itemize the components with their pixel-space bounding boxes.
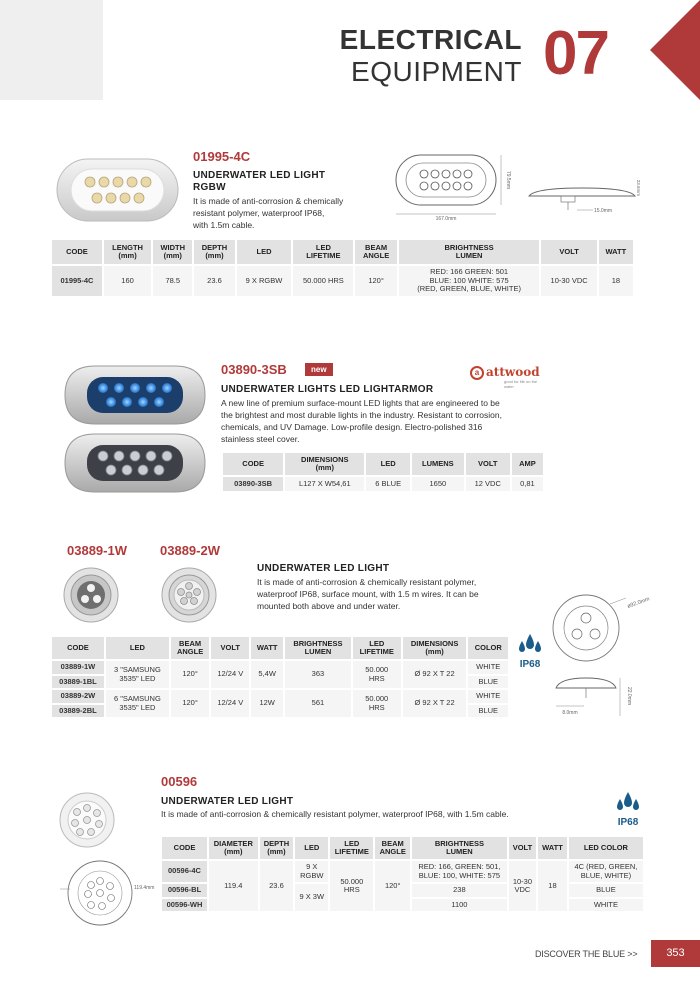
header-code: CODE — [223, 453, 283, 475]
product-title-00596: UNDERWATER LED LIGHT — [161, 796, 294, 807]
cell-code: 00596-4C — [162, 861, 207, 882]
cell-code: 00596-WH — [162, 899, 207, 912]
product-code-03890-3sb: 03890-3SB — [221, 362, 287, 377]
spec-table-03889 — [50, 635, 510, 719]
technical-drawing-03889 — [548, 590, 653, 665]
cell-volt: 12/24 V — [211, 661, 249, 688]
header-lifetime: LED LIFETIME — [330, 837, 373, 859]
dimension-height: 79.5mm — [505, 170, 511, 190]
color-line2: BLUE, WHITE) — [580, 870, 632, 880]
cell-beam: 120° — [171, 661, 209, 688]
description-line1: It is made of anti-corrosion & chemically — [193, 196, 344, 206]
cell-volt: 10-30 VDC — [541, 266, 596, 296]
table-row — [52, 266, 633, 296]
cell-led — [295, 861, 328, 882]
ip68-badge-00596 — [613, 790, 643, 828]
led-line1: 9 X — [306, 862, 318, 871]
cell-brightness: 363 — [285, 661, 351, 688]
header-brightness: BRIGHTNESS LUMEN — [399, 240, 540, 264]
table-row — [223, 477, 543, 491]
product-title-line1: UNDERWATER LED LIGHT — [193, 170, 326, 181]
description-line1: A new line of premium surface-mount LED lights that are engineered to be — [221, 398, 500, 408]
color-line1: 4C (RED, GREEN, — [574, 862, 638, 871]
product-00596-photo — [52, 790, 122, 850]
led-line2: RGBW — [300, 870, 324, 880]
attwood-mark-icon: a — [470, 366, 484, 380]
cell-watt: 5,4W — [251, 661, 283, 688]
header-led: LED — [366, 453, 410, 475]
technical-drawing-01995-4c — [388, 150, 513, 225]
cell-watt: 12W — [251, 690, 283, 717]
product-title-03890-3sb: UNDERWATER LIGHTS LED LIGHTARMOR — [221, 384, 434, 395]
cell-lifetime — [330, 861, 373, 911]
cell-code: 01995-4C — [52, 266, 102, 296]
dimension-diameter: 119.4mm — [134, 885, 155, 891]
header-code: CODE — [52, 240, 102, 264]
header-led: LED — [237, 240, 292, 264]
brightness-line3: (RED, GREEN, BLUE, WHITE) — [417, 284, 521, 293]
cell-beam: 120° — [355, 266, 396, 296]
table-row — [162, 861, 643, 882]
brightness-line2: BLUE: 100 WHITE: 575 — [429, 275, 509, 285]
chevron-decoration-icon — [648, 0, 700, 100]
new-badge: new — [305, 363, 333, 376]
product-03889-2w-photo — [160, 566, 218, 624]
water-drops-icon — [613, 790, 643, 814]
cell-code: 03889-2W — [52, 690, 104, 703]
cell-lifetime — [353, 690, 401, 717]
header-led: LED — [106, 637, 169, 659]
header-dimensions: DIMENSIONS (mm) — [403, 637, 467, 659]
header-volt: VOLT — [211, 637, 249, 659]
dimension-height: 8.0mm — [562, 710, 578, 716]
cell-led — [106, 661, 169, 688]
header-lifetime: LED LIFETIME — [293, 240, 353, 264]
header-beam: BEAM ANGLE — [171, 637, 209, 659]
brightness-line1: RED: 166, GREEN: 501, — [418, 862, 501, 871]
cell-lumens: 1650 — [412, 477, 464, 491]
attwood-tagline: good for life on the water — [504, 379, 538, 389]
lifetime-line1: 50.000 — [365, 694, 389, 703]
cell-brightness — [412, 861, 507, 882]
cell-volt — [509, 861, 536, 911]
footer-tagline: DISCOVER THE BLUE >> — [535, 949, 638, 959]
dimension-side: 15.0mm — [593, 208, 613, 214]
water-drops-icon — [515, 632, 545, 656]
product-title-03889: UNDERWATER LED LIGHT — [257, 563, 390, 574]
dimension-side: 22.0mm — [626, 686, 632, 706]
cell-lifetime: 50.000 HRS — [293, 266, 353, 296]
header-brightness: BRIGHTNESS LUMEN — [412, 837, 507, 859]
cell-color: BLUE — [468, 676, 508, 689]
header-code: CODE — [52, 637, 104, 659]
cell-color: BLUE — [468, 705, 508, 718]
header-volt: VOLT — [466, 453, 510, 475]
header-lumens: LUMENS — [412, 453, 464, 475]
cell-volt: 12 VDC — [466, 477, 510, 491]
product-description-03890-3sb — [221, 397, 546, 445]
led-line2: 3535" LED — [119, 702, 156, 712]
product-description-01995-4c — [193, 195, 373, 231]
ip68-label: IP68 — [617, 817, 639, 828]
cell-depth: 23.6 — [194, 266, 234, 296]
brightness-line2: BLUE: 100, WHITE: 575 — [418, 870, 501, 880]
side-drawing-01995-4c — [525, 180, 640, 220]
cell-led: 6 BLUE — [366, 477, 410, 491]
description-line2: waterproof IP68, surface mount, with 1.5 m wires. It can be — [257, 589, 479, 599]
technical-drawing-00596 — [52, 855, 157, 935]
cell-dimensions: L127 X W54,61 — [285, 477, 364, 491]
cell-code: 03889-1W — [52, 661, 104, 674]
lifetime-line1: 50.000 — [365, 665, 389, 674]
table-header-row — [52, 240, 633, 264]
attwood-wordmark: attwood — [486, 365, 540, 379]
attwood-logo — [470, 363, 546, 389]
header-dimensions: DIMENSIONS (mm) — [285, 453, 364, 475]
cell-volt: 12/24 V — [211, 690, 249, 717]
led-line1: 6 "SAMSUNG — [113, 694, 161, 703]
product-03889-1w-photo — [62, 566, 120, 624]
led-line1: 3 "SAMSUNG — [113, 665, 161, 674]
header-watt: WATT — [251, 637, 283, 659]
chapter-title-line1: ELECTRICAL — [339, 24, 522, 55]
cell-width: 78.5 — [153, 266, 192, 296]
volt-line2: VDC — [514, 885, 531, 894]
cell-code: 03889-2BL — [52, 705, 104, 718]
product-title-line2: RGBW — [193, 182, 226, 193]
table-header-row — [162, 837, 643, 859]
lifetime-line1: 50.000 — [340, 876, 364, 886]
cell-code: 03890-3SB — [223, 477, 283, 491]
description-line3: chemicals, and UV Damage. Low-profile design. Electro-polished 316 — [221, 422, 483, 432]
header-volt: VOLT — [541, 240, 596, 264]
header-length: LENGTH (mm) — [104, 240, 151, 264]
product-description-00596: It is made of anti-corrosion & chemically resistant polymer, waterproof IP68, with 1.5m cable. — [161, 809, 509, 819]
spec-table-00596 — [160, 835, 645, 913]
table-row — [52, 661, 508, 674]
description-line2: resistant polymer, waterproof IP68, — [193, 208, 325, 218]
cell-diameter: 119.4 — [209, 861, 258, 911]
dimension-width: 167.0mm — [435, 216, 457, 222]
lifetime-line2: HRS — [368, 702, 385, 712]
spec-table-01995-4c — [50, 238, 635, 298]
product-code-01995-4c: 01995-4C — [193, 149, 251, 164]
product-title-01995-4c — [193, 170, 325, 194]
cell-watt: 18 — [538, 861, 567, 911]
cell-led: 9 X 3W — [295, 884, 328, 911]
description-line1: It is made of anti-corrosion & chemically resistant polymer, — [257, 577, 477, 587]
description-line3: with 1.5m cable. — [193, 220, 255, 230]
cell-dimensions: Ø 92 X T 22 — [403, 690, 467, 717]
dimension-depth: 23.6mm — [636, 179, 641, 196]
cell-led-color: WHITE — [569, 899, 643, 912]
cell-led: 9 X RGBW — [237, 266, 292, 296]
cell-color: WHITE — [468, 661, 508, 674]
lifetime-line2: HRS — [368, 673, 385, 683]
table-header-row — [223, 453, 543, 475]
cell-led-color: BLUE — [569, 884, 643, 897]
product-description-03889 — [257, 576, 533, 612]
led-line2: 3535" LED — [119, 673, 156, 683]
header-beam: BEAM ANGLE — [355, 240, 396, 264]
corner-block — [0, 0, 103, 100]
header-watt: WATT — [538, 837, 567, 859]
product-01995-4c-photo — [55, 155, 180, 225]
chapter-title — [300, 26, 522, 86]
header-lifetime: LED LIFETIME — [353, 637, 401, 659]
lifetime-line2: HRS — [343, 885, 360, 894]
table-row — [52, 690, 508, 703]
cell-color: WHITE — [468, 690, 508, 703]
cell-lifetime — [353, 661, 401, 688]
chapter-number: 07 — [543, 19, 608, 88]
header-color: COLOR — [468, 637, 508, 659]
ip68-badge-03889 — [515, 632, 545, 670]
header-led: LED — [295, 837, 328, 859]
product-03890-3sb-blue-photo — [55, 360, 215, 430]
page-number: 353 — [651, 940, 700, 967]
header-brightness: BRIGHTNESS LUMEN — [285, 637, 351, 659]
volt-line1: 10-30 — [512, 876, 533, 886]
cell-code: 03889-1BL — [52, 676, 104, 689]
product-03890-3sb-off-photo — [55, 428, 215, 498]
cell-depth: 23.6 — [260, 861, 294, 911]
cell-brightness: 561 — [285, 690, 351, 717]
side-drawing-03889 — [548, 670, 653, 725]
header-amp: AMP — [512, 453, 543, 475]
cell-dimensions: Ø 92 X T 22 — [403, 661, 467, 688]
cell-brightness: 1100 — [412, 899, 507, 912]
spec-table-03890-3sb — [221, 451, 545, 493]
header-depth: DEPTH (mm) — [260, 837, 294, 859]
header-watt: WATT — [599, 240, 633, 264]
product-code-03889-2w: 03889-2W — [160, 543, 220, 558]
cell-beam: 120° — [171, 690, 209, 717]
header-width: WIDTH (mm) — [153, 240, 192, 264]
header-beam: BEAM ANGLE — [375, 837, 410, 859]
brightness-line1: RED: 166 GREEN: 501 — [430, 267, 509, 276]
header-diameter: DIAMETER (mm) — [209, 837, 258, 859]
description-line4: stainless steel cover. — [221, 434, 300, 444]
header-led-color: LED COLOR — [569, 837, 643, 859]
description-line2: the brightest and most durable lights in the industry. Resistant to corrosion, — [221, 410, 502, 420]
header-depth: DEPTH (mm) — [194, 240, 234, 264]
cell-led-color — [569, 861, 643, 882]
header-volt: VOLT — [509, 837, 536, 859]
cell-length: 160 — [104, 266, 151, 296]
dimension-diameter: ø92.0mm — [626, 596, 651, 610]
cell-beam: 120° — [375, 861, 410, 911]
cell-led — [106, 690, 169, 717]
cell-code: 00596-BL — [162, 884, 207, 897]
chapter-title-line2: EQUIPMENT — [351, 56, 522, 87]
description-line3: mounted both above and under water. — [257, 601, 401, 611]
table-header-row — [52, 637, 508, 659]
ip68-label: IP68 — [519, 659, 541, 670]
cell-watt: 18 — [599, 266, 633, 296]
cell-amp: 0,81 — [512, 477, 543, 491]
header-code: CODE — [162, 837, 207, 859]
product-code-03889-1w: 03889-1W — [67, 543, 127, 558]
cell-brightness — [399, 266, 540, 296]
cell-brightness: 238 — [412, 884, 507, 897]
product-code-00596: 00596 — [161, 774, 198, 789]
